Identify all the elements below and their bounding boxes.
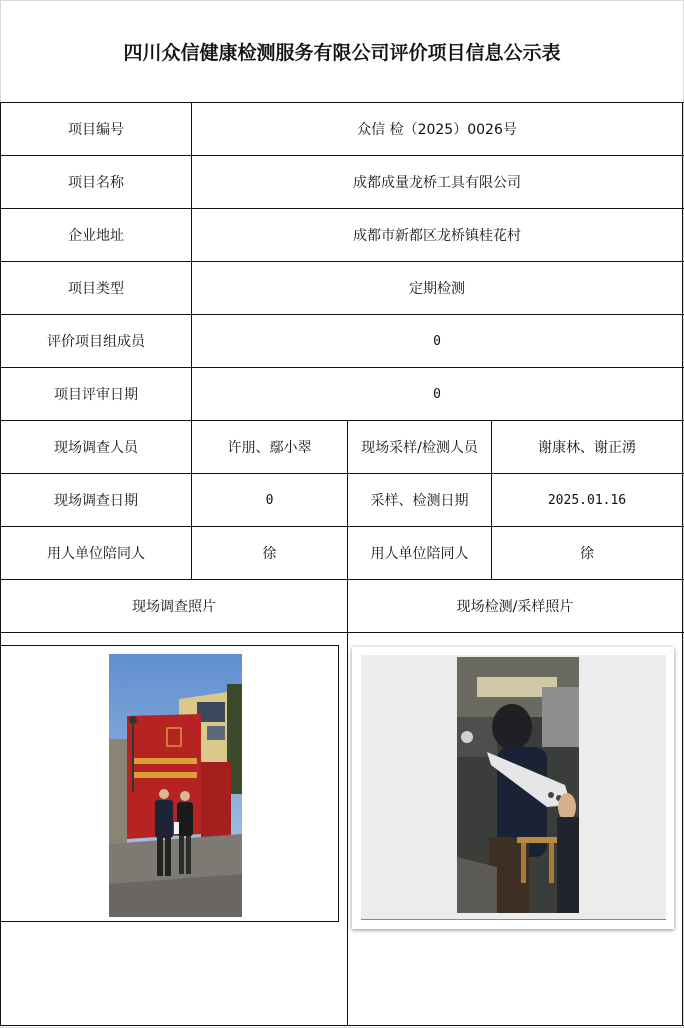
page-title: 四川众信健康检测服务有限公司评价项目信息公示表 xyxy=(123,42,561,64)
value-review-date: 0 xyxy=(433,386,441,402)
value-sampling-date: 2025.01.16 xyxy=(547,492,627,508)
survey-photo xyxy=(109,654,242,917)
label-project-no: 项目编号 xyxy=(68,122,124,138)
label-sampling-date: 采样、检测日期 xyxy=(370,493,469,509)
sampling-photo-frame xyxy=(352,647,674,929)
label-sampling-staff: 现场采样/检测人员 xyxy=(361,440,478,456)
value-sampling-staff: 谢康林、谢正湧 xyxy=(538,440,636,456)
table-border-bottom xyxy=(0,1025,684,1026)
value-project-no: 众信 检（2025）0026号 xyxy=(357,122,517,138)
label-survey-date: 现场调查日期 xyxy=(54,493,138,509)
label-address: 企业地址 xyxy=(68,228,124,244)
label-survey-photo: 现场调查照片 xyxy=(132,599,216,615)
survey-photo-frame xyxy=(0,645,339,922)
label-project-name: 项目名称 xyxy=(68,175,124,191)
value-address: 成都市新都区龙桥镇桂花村 xyxy=(353,228,521,244)
value-project-type: 定期检测 xyxy=(409,281,465,297)
row-divider xyxy=(0,632,684,633)
value-escort-2: 徐 xyxy=(580,546,594,562)
value-escort: 徐 xyxy=(262,546,277,562)
value-project-name: 成都成量龙桥工具有限公司 xyxy=(353,175,521,191)
label-members: 评价项目组成员 xyxy=(47,334,145,350)
value-members: 0 xyxy=(433,333,441,349)
label-escort-2: 用人单位陪同人 xyxy=(370,546,469,562)
sampling-photo xyxy=(457,657,579,913)
label-escort: 用人单位陪同人 xyxy=(47,546,145,562)
label-survey-staff: 现场调查人员 xyxy=(54,440,138,456)
label-project-type: 项目类型 xyxy=(68,281,124,297)
value-survey-date: 0 xyxy=(265,492,274,508)
value-survey-staff: 许朋、鄢小翠 xyxy=(227,440,312,456)
table-border-right xyxy=(682,102,683,1026)
label-sampling-photo: 现场检测/采样照片 xyxy=(456,599,574,615)
label-review-date: 项目评审日期 xyxy=(54,387,138,403)
